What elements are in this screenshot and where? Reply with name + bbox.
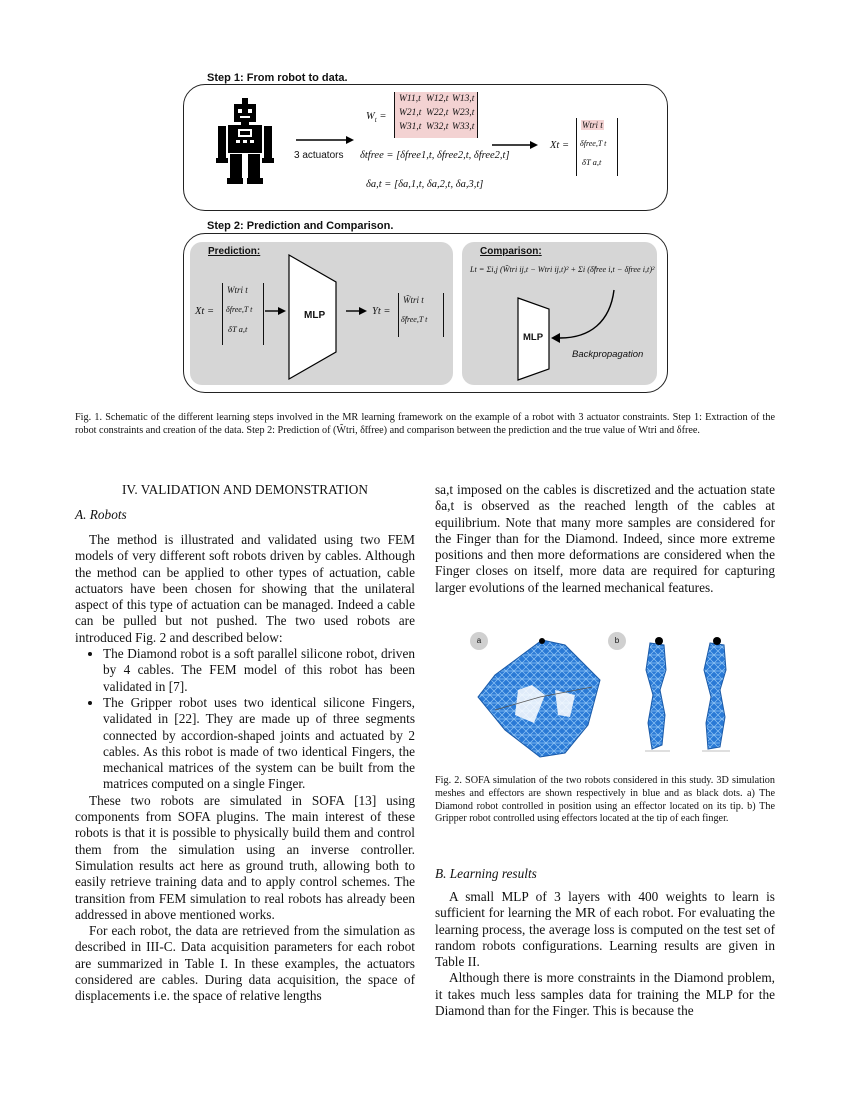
y-lhs: Yt = xyxy=(372,306,391,317)
w-matrix-cell: W23,t xyxy=(452,108,475,118)
delta-free-equation: δtfree = [δfree1,t, δfree2,t, δfree2,t] xyxy=(360,150,510,161)
arrow-to-data-icon xyxy=(294,135,354,145)
arrow-to-y-icon xyxy=(345,306,367,316)
section-title: IV. VALIDATION AND DEMONSTRATION xyxy=(122,482,368,497)
w-matrix-cell: W21,t xyxy=(399,108,422,118)
figure2-caption: Fig. 2. SOFA simulation of the two robots considered in this study. 3D simulation meshes and effectors are shown respectively in blue and as black dots. a) The Diamond robot controlled in position using an effector located on its tip. b) The Gripper robot controlled using effectors located at the tip of each finger. xyxy=(435,775,775,825)
w-matrix-cell: W13,t xyxy=(452,94,475,104)
x-input-entry: δfree,T t xyxy=(226,305,253,314)
figure1-caption: Fig. 1. Schematic of the different learning steps involved in the MR learning framework on the example of a robot with 3 actuator constraints. Step 1: Extraction of the robot constraints and creation of the data. Step 2: Prediction of (W̃tri, δ̃tfree) and comparison between the prediction and the true value of Wtri and δfree. xyxy=(75,412,775,436)
bullet-item: • The Gripper robot uses two identical silicone Fingers, validated in [22]. They are made up of three segments connected by accordion-shaped joints and actuated by 2 cables. As this robot is made of two identical Fingers, the mechanical matrices of the system can be built from the matrices computed on a single Finger. xyxy=(103,695,415,793)
paragraph: A small MLP of 3 layers with 400 weights to learn is sufficient for learning the MR of each robot. For evaluating the learning process, the average loss is computed on the test set of random robots configurations. Learning results are given in Table II. xyxy=(435,889,775,970)
actuators-label: 3 actuators xyxy=(294,150,344,161)
paragraph: Although there is more constraints in the Diamond problem, it takes much less samples data for training the MLP for the Diamond than for the Finger. This is because the xyxy=(435,970,775,1019)
prediction-label: Prediction: xyxy=(208,246,261,257)
paragraph: These two robots are simulated in SOFA [13] using components from SOFA plugins. The main interest of these robots is that it is possible to physically build them and control them from the simulation using an inverse controller. Simulation results act here as ground truth, allowing both to easily retrieve training data and to apply control schemes. The transition from FEM simulation to real robots has already been addressed in above mentioned works. xyxy=(75,792,415,922)
x-vector-entry: δfree,T t xyxy=(580,139,607,148)
w-matrix xyxy=(394,92,478,138)
subsection-a-title: A. Robots xyxy=(75,507,127,522)
w-matrix-cell: W33,t xyxy=(452,122,475,132)
left-column xyxy=(75,532,415,1005)
mlp-small-label: MLP xyxy=(523,332,544,343)
delta-a-equation: δa,t = [δa,1,t, δa,2,t, δa,3,t] xyxy=(366,179,484,190)
paragraph: sa,t imposed on the cables is discretized and the actuation state δa,t is observed as the reached length of the cables at equilibrium. Note that many more samples are considered for the Finger than for the Diamond. Indeed, since more extreme positions and then more deformations are considered when the Finger closes on itself, more data are required for capturing larger evolutions of the learned mechanical features. xyxy=(435,482,775,595)
step2-title: Step 2: Prediction and Comparison. xyxy=(207,220,394,232)
backprop-arrow-icon xyxy=(548,288,618,348)
paragraph: The method is illustrated and validated using two FEM models of very different soft robots driven by cables. Although the method can be applied to other types of actuation, cable actuators have been chosen for showing that the unilateral aspect of this type of actuation can be managed. Indeed a cable can be pulled but not pushed. The two used robots are introduced Fig. 2 and described below: xyxy=(75,532,415,645)
bullet-item: • The Diamond robot is a soft parallel silicone robot, driven by 4 cables. The FEM model of this robot has been validated in [7]. xyxy=(103,646,415,695)
right-column-top xyxy=(435,482,775,596)
y-vector-entry: W̃tri t xyxy=(403,295,424,305)
fig2-label-b: b xyxy=(608,632,626,650)
w-matrix-cell: W12,t xyxy=(426,94,449,104)
x-vector xyxy=(576,118,618,176)
w-matrix-cell: W11,t xyxy=(399,94,421,104)
step1-title: Step 1: From robot to data. xyxy=(207,72,348,84)
arrow-to-mlp-icon xyxy=(264,306,286,316)
mlp-label: MLP xyxy=(304,310,326,321)
w-matrix-cell: W32,t xyxy=(426,122,449,132)
w-matrix-cell: W22,t xyxy=(426,108,449,118)
x-input-lhs: Xt = xyxy=(195,306,215,317)
robot-icon xyxy=(214,98,276,186)
w-matrix-lhs: $W_t$ = xyxy=(366,111,387,125)
paragraph: For each robot, the data are retrieved from the simulation as described in III-C. Data acquisition parameters for each robot are summarized in Table I. In these examples, the actuators considered are cables. During data acquisition, the space of displacements i.e. the space of relative lengths xyxy=(75,923,415,1004)
x-input-vector xyxy=(222,283,264,345)
y-vector-entry: δ̃free,T t xyxy=(401,315,428,324)
backpropagation-label: Backpropagation xyxy=(572,349,644,360)
x-vector-entry: Wtri t xyxy=(582,120,603,130)
sofa-simulation-image xyxy=(470,635,760,760)
w-matrix-cell: W31,t xyxy=(399,122,422,132)
y-vector xyxy=(398,293,444,337)
x-input-entry: δT a,t xyxy=(228,324,248,334)
arrow-to-x-icon xyxy=(490,140,538,150)
x-vector-entry: δT a,t xyxy=(582,157,602,167)
right-column-bottom xyxy=(435,889,775,1019)
x-input-entry: Wtri t xyxy=(227,285,248,295)
subsection-b-title: B. Learning results xyxy=(435,866,537,881)
x-lhs: Xt = xyxy=(550,140,570,151)
loss-equation: Lt = Σi,j (W̃tri ij,t − Wtri ij,t)² + Σi (δ̃free i,t − δfree i,t)² xyxy=(470,265,655,274)
comparison-label: Comparison: xyxy=(480,246,542,257)
fig2-label-a: a xyxy=(470,632,488,650)
